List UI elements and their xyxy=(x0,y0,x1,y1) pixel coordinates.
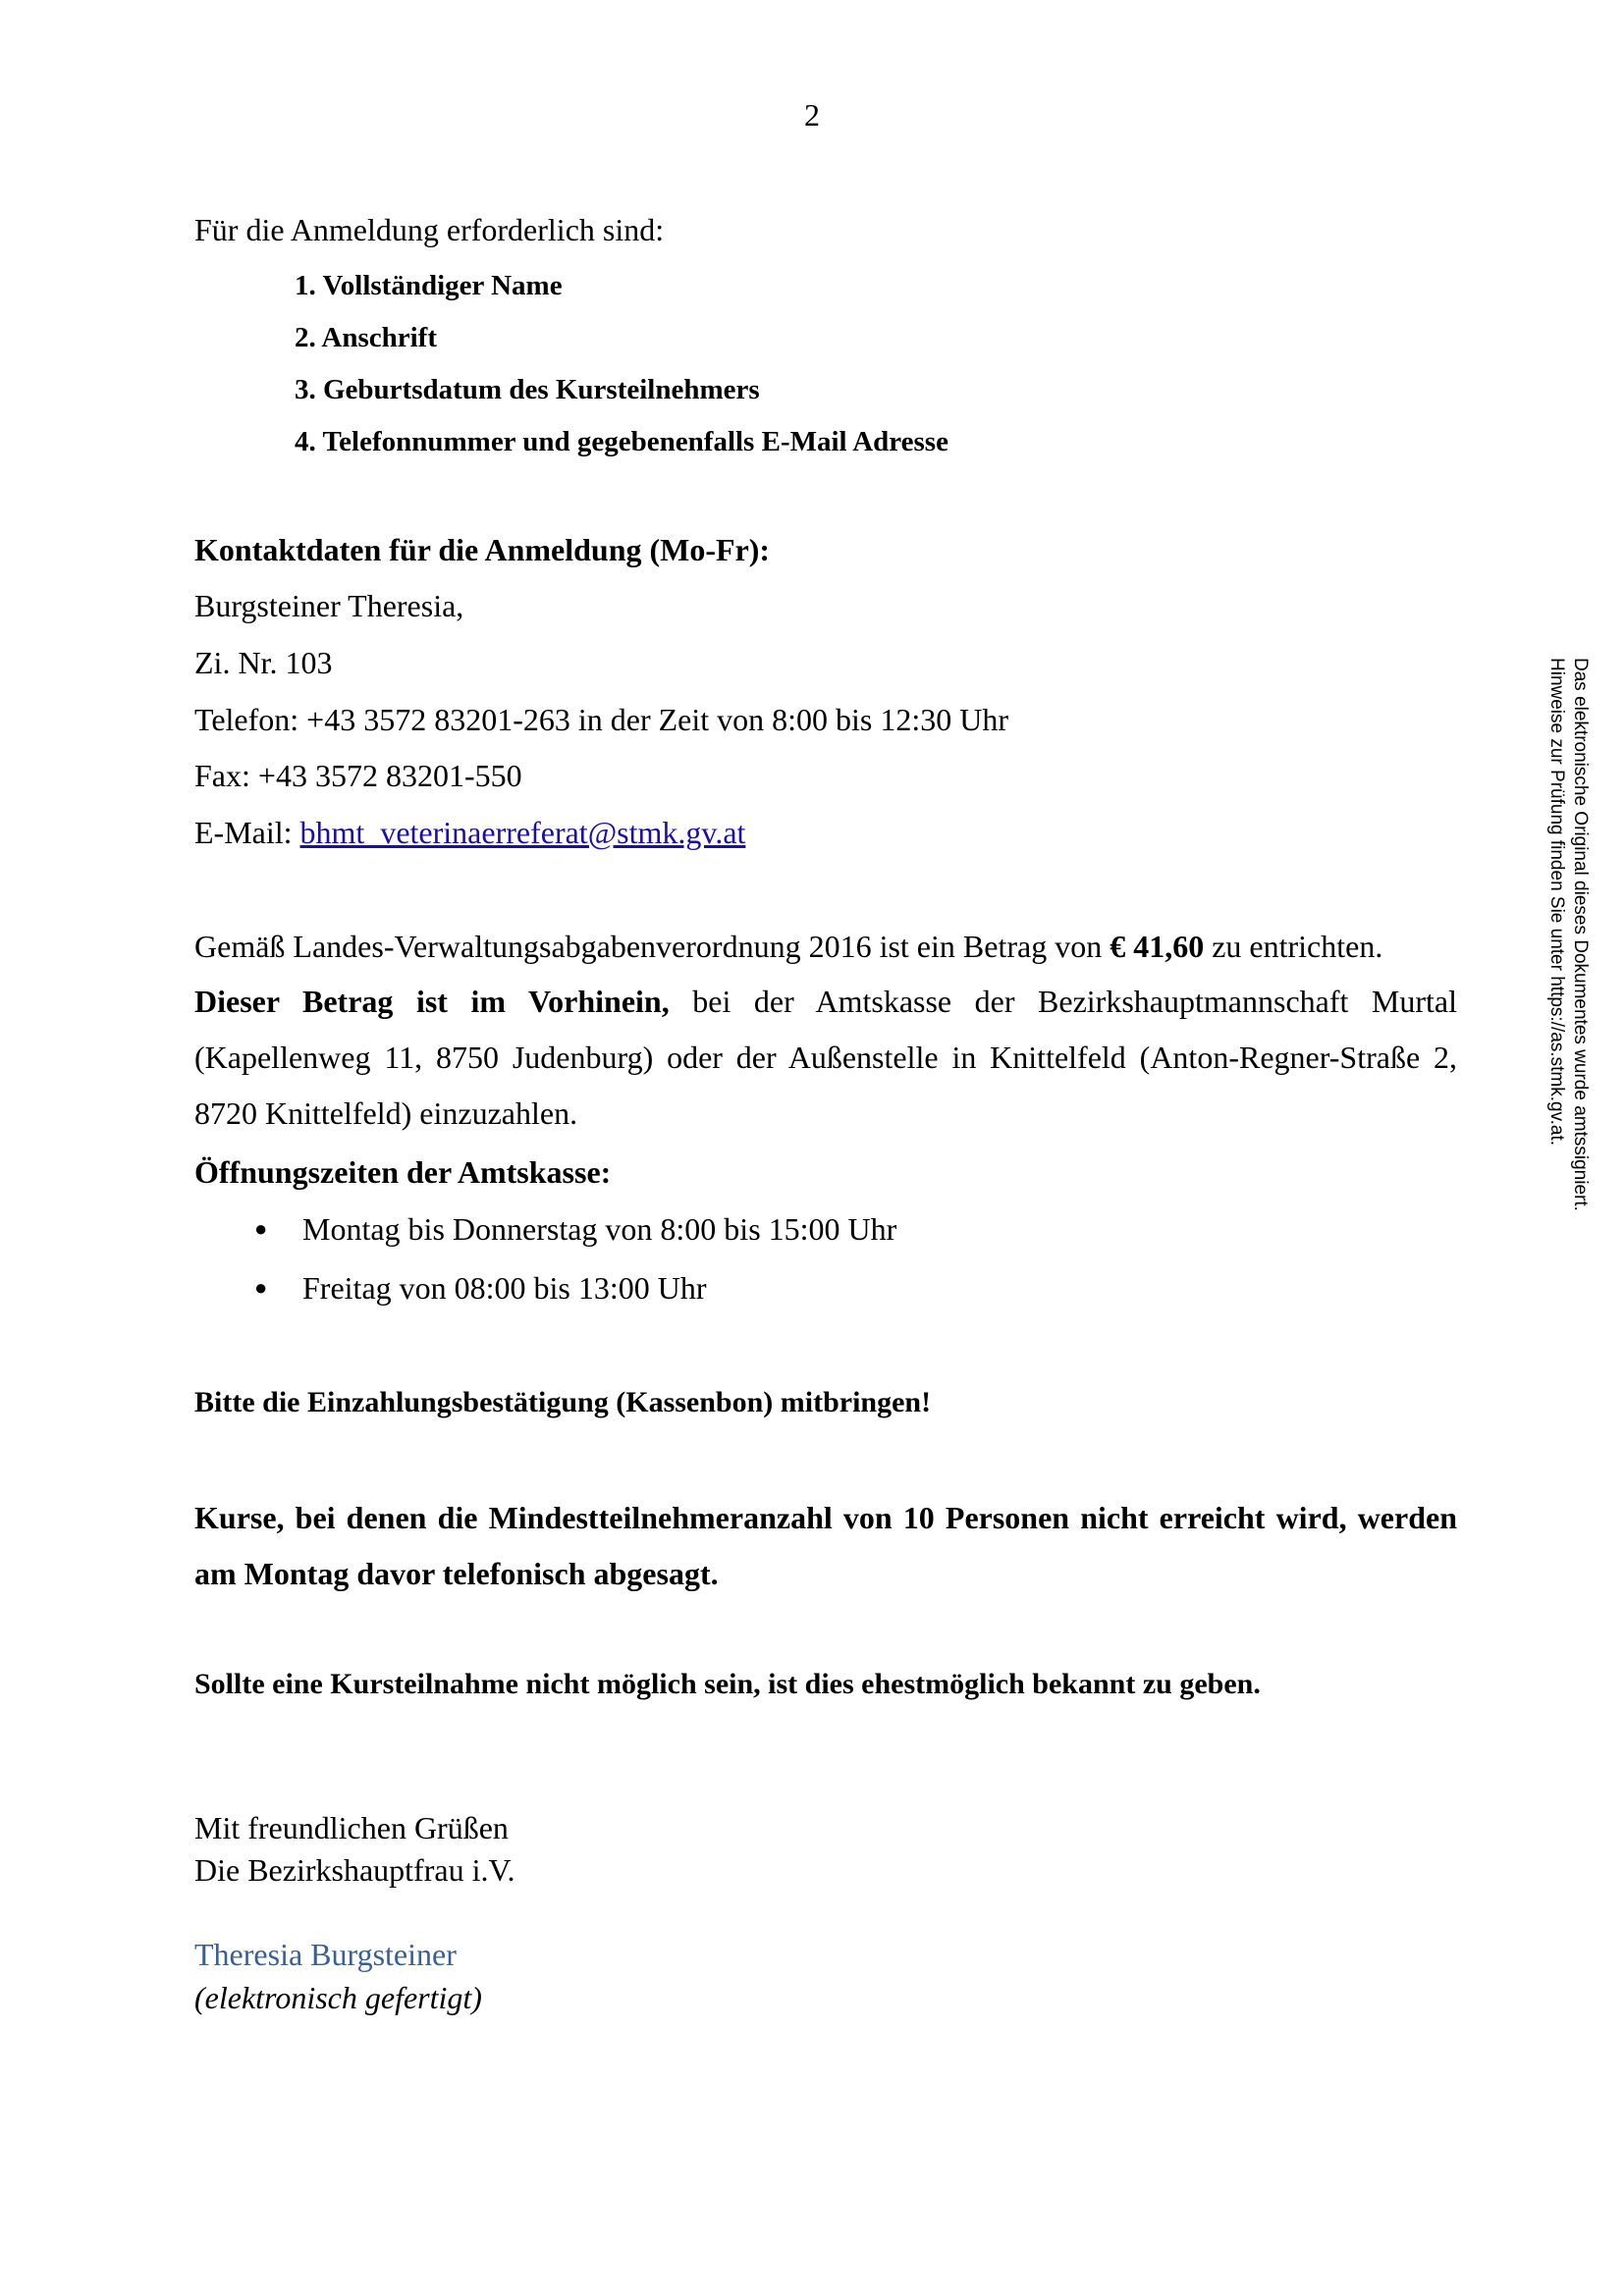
contact-heading: Kontaktdaten für die Anmeldung (Mo-Fr): xyxy=(194,532,771,567)
fee-line xyxy=(194,928,1382,965)
requirement-item: 2. Anschrift xyxy=(295,322,437,353)
hours-item: Montag bis Donnerstag von 8:00 bis 15:00 Uhr xyxy=(302,1211,897,1247)
contact-name: Burgsteiner Theresia, xyxy=(194,588,464,623)
contact-phone: Telefon: +43 3572 83201-263 in der Zeit von 8:00 bis 12:30 Uhr xyxy=(194,702,1009,737)
requirement-item: 4. Telefonnummer und gegebenenfalls E-Mail Adresse xyxy=(295,426,948,457)
signature-verification-note xyxy=(1544,658,1592,1211)
hours-item: Freitag von 08:00 bis 13:00 Uhr xyxy=(302,1270,707,1306)
payment-lead: Dieser Betrag ist im Vorhinein, xyxy=(194,984,670,1019)
fee-prefix: Gemäß Landes-Verwaltungsabgabenverordnung 2016 ist ein Betrag von xyxy=(194,929,1110,964)
email-link[interactable]: bhmt_veterinaerreferat@stmk.gv.at xyxy=(299,815,746,850)
page-number: 2 xyxy=(804,97,820,133)
receipt-notice: Bitte die Einzahlungsbestätigung (Kassenbon) mitbringen! xyxy=(194,1386,932,1418)
bullet-icon: ● xyxy=(254,1275,268,1300)
side-note-line-1: Das elektronische Original dieses Dokumentes wurde amtssigniert. xyxy=(1570,658,1591,1211)
payment-paragraph xyxy=(194,974,1457,1142)
requirement-item: 1. Vollständiger Name xyxy=(295,270,563,301)
payment-details: bei der Amtskasse der Bezirkshauptmannschaft Murtal (Kapellenweg 11, 8750 Judenburg) oder der Außenstelle in Knittelfeld (Anton-Regner-Straße 2, 8720 Knittelfeld) einzuzahlen. xyxy=(194,984,1458,1131)
requirement-item: 3. Geburtsdatum des Kursteilnehmers xyxy=(295,374,760,405)
closing-role: Die Bezirkshauptfrau i.V. xyxy=(194,1852,515,1888)
fee-suffix: zu entrichten. xyxy=(1204,929,1383,964)
signer-name: Theresia Burgsteiner xyxy=(194,1937,457,1972)
fee-amount: € 41,60 xyxy=(1110,929,1205,964)
hours-heading: Öffnungszeiten der Amtskasse: xyxy=(194,1154,612,1190)
electronic-signature-note: (elektronisch gefertigt) xyxy=(194,1980,482,2015)
contact-email-label: E-Mail: xyxy=(194,815,300,850)
contact-email-line xyxy=(194,814,745,851)
minimum-participants-notice: Kurse, bei denen die Mindestteilnehmeranzahl von 10 Personen nicht erreicht wird, werden am Montag davor telefonisch abgesagt. xyxy=(194,1500,1457,1591)
contact-room: Zi. Nr. 103 xyxy=(194,645,333,680)
closing-greeting: Mit freundlichen Grüßen xyxy=(194,1810,509,1845)
bullet-icon: ● xyxy=(254,1216,268,1241)
cancellation-notice: Sollte eine Kursteilnahme nicht möglich sein, ist dies ehestmöglich bekannt zu geben. xyxy=(194,1668,1261,1700)
requirements-intro: Für die Anmeldung erforderlich sind: xyxy=(194,212,665,247)
side-note-line-2: Hinweise zur Prüfung finden Sie unter https://as.stmk.gv.at. xyxy=(1546,658,1567,1147)
contact-fax: Fax: +43 3572 83201-550 xyxy=(194,758,522,793)
